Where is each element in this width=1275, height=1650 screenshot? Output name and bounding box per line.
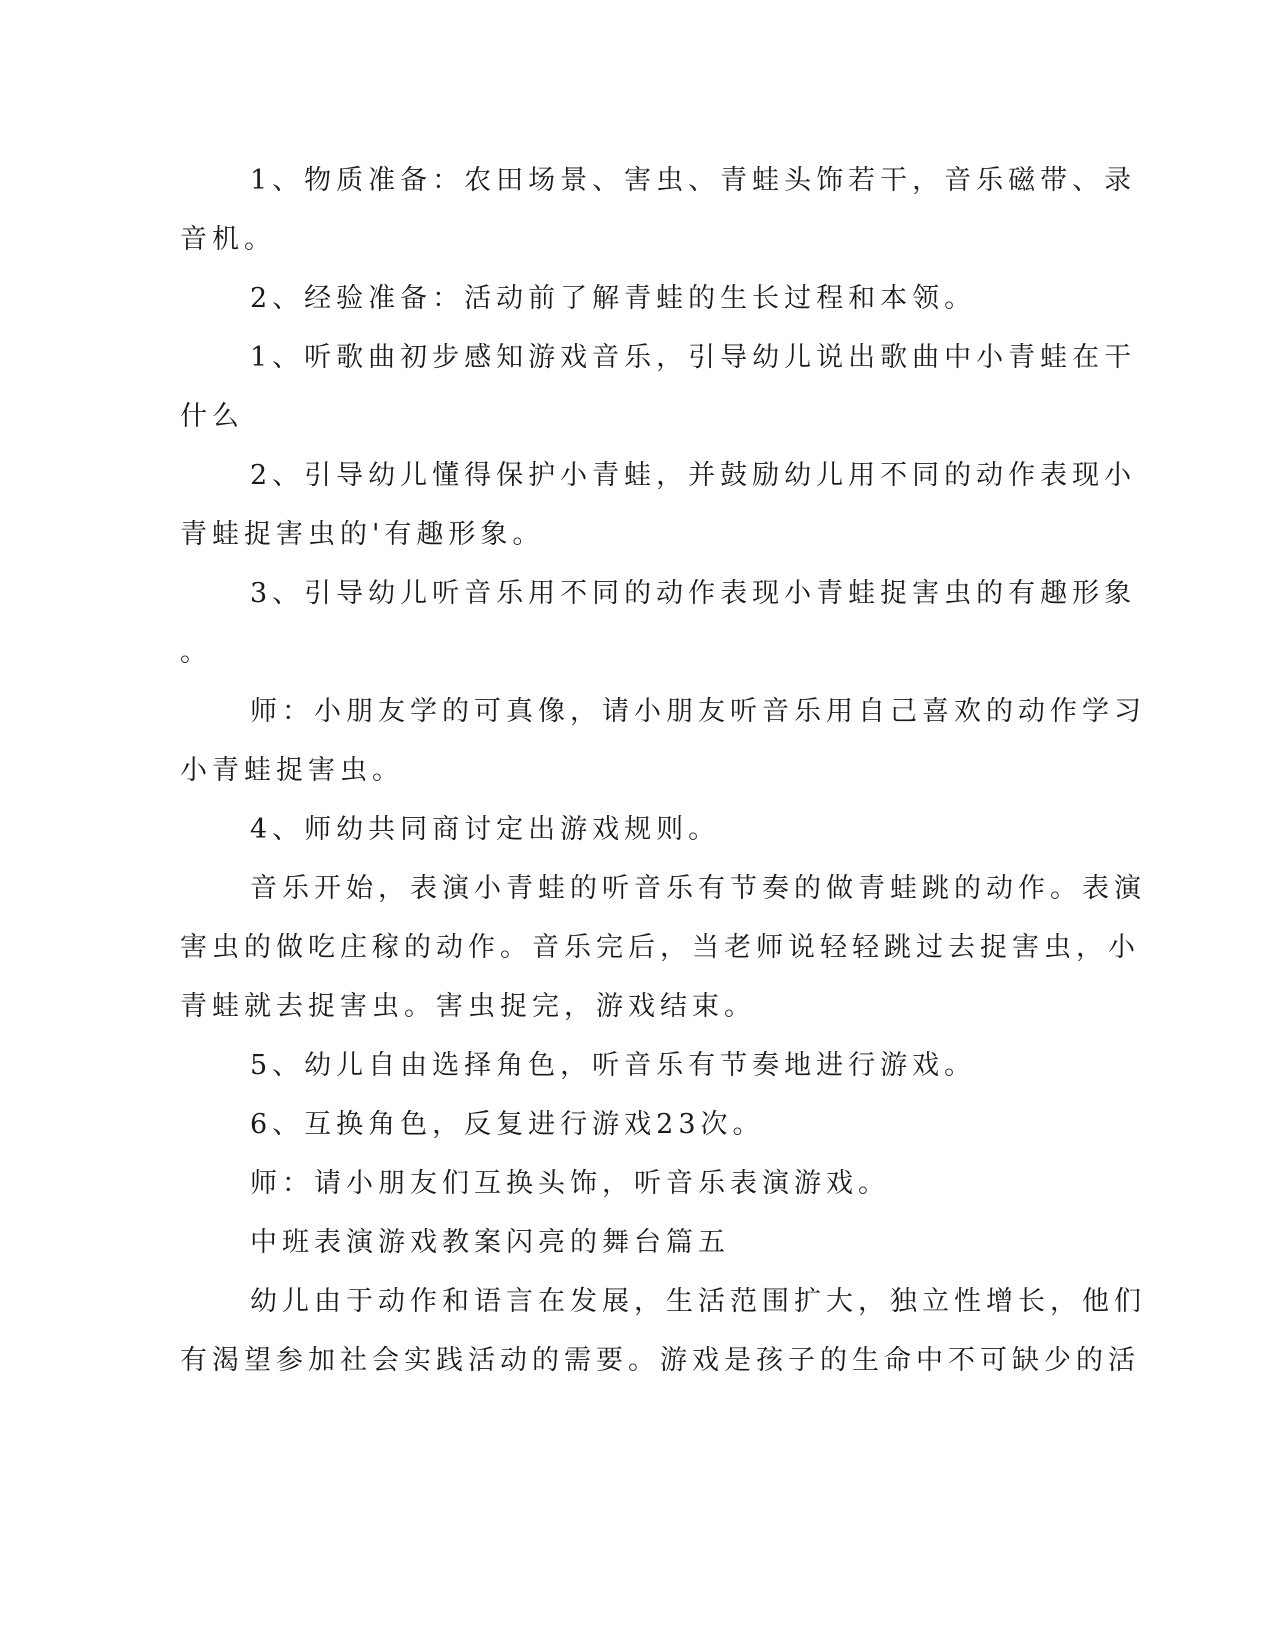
text-line: 5、幼儿自由选择角色，听音乐有节奏地进行游戏。	[250, 1050, 977, 1081]
text-line: 幼儿由于动作和语言在发展，生活范围扩大，独立性增长，他们	[250, 1286, 1146, 1317]
text-line: 小青蛙捉害虫。	[180, 755, 404, 786]
text-line: 。	[180, 637, 212, 668]
text-line: 2、引导幼儿懂得保护小青蛙，并鼓励幼儿用不同的动作表现小	[250, 460, 1137, 491]
section-heading: 中班表演游戏教案闪亮的舞台篇五	[250, 1227, 730, 1258]
text-line: 音机。	[180, 224, 276, 255]
text-line: 3、引导幼儿听音乐用不同的动作表现小青蛙捉害虫的有趣形象	[250, 578, 1137, 609]
text-line: 音乐开始，表演小青蛙的听音乐有节奏的做青蛙跳的动作。表演	[250, 873, 1146, 904]
text-line: 6、互换角色，反复进行游戏23次。	[250, 1109, 765, 1140]
text-line: 青蛙就去捉害虫。害虫捉完，游戏结束。	[180, 991, 756, 1022]
text-line: 青蛙捉害虫的'有趣形象。	[180, 519, 545, 550]
text-line: 2、经验准备：活动前了解青蛙的生长过程和本领。	[250, 283, 977, 314]
text-line: 有渴望参加社会实践活动的需要。游戏是孩子的生命中不可缺少的活	[180, 1345, 1140, 1376]
text-line: 1、物质准备：农田场景、害虫、青蛙头饰若干，音乐磁带、录	[250, 165, 1137, 196]
text-line: 师：小朋友学的可真像，请小朋友听音乐用自己喜欢的动作学习	[250, 696, 1146, 727]
text-line: 1、听歌曲初步感知游戏音乐，引导幼儿说出歌曲中小青蛙在干	[250, 342, 1137, 373]
text-line: 师：请小朋友们互换头饰，听音乐表演游戏。	[250, 1168, 890, 1199]
text-line: 4、师幼共同商讨定出游戏规则。	[250, 814, 721, 845]
text-line: 什么	[180, 401, 244, 432]
text-line: 害虫的做吃庄稼的动作。音乐完后，当老师说轻轻跳过去捉害虫，小	[180, 932, 1140, 963]
